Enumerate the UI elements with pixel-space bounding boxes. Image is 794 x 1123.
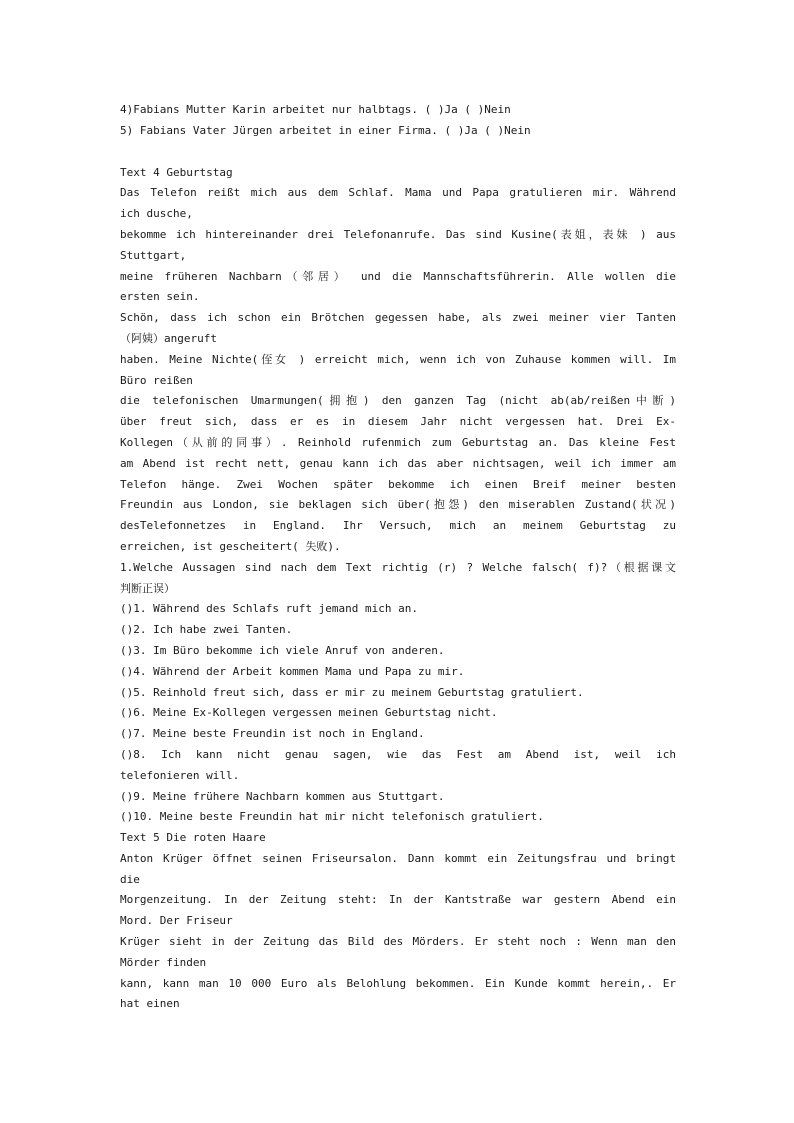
text-line: ()3. Im Büro bekomme ich viele Anruf von anderen. bbox=[120, 643, 445, 657]
text-line: am Abend ist recht nett, genau kann ich das aber nichtsagen, weil ich immer am bbox=[120, 456, 676, 470]
text-line: telefonieren will. bbox=[120, 768, 240, 782]
text-line: Stuttgart, bbox=[120, 248, 187, 262]
text-line: Telefon hänge. Zwei Wochen später bekomme ich einen Breif meiner besten bbox=[120, 477, 676, 491]
text-line: ()10. Meine beste Freundin hat mir nicht telefonisch gratuliert. bbox=[120, 810, 544, 824]
text-line: Schön, dass ich schon ein Brötchen gegessen habe, als zwei meiner vier Tanten bbox=[120, 311, 676, 325]
text-line: Anton Krüger öffnet seinen Friseursalon. Dann kommt ein Zeitungsfrau und bringt bbox=[120, 851, 676, 865]
text-line: haben. Meine Nichte(侄女 ) erreicht mich, wenn ich von Zuhause kommen will. Im bbox=[120, 352, 676, 366]
text-line: ()7. Meine beste Freundin ist noch in England. bbox=[120, 727, 425, 741]
text-line: Mörder finden bbox=[120, 955, 207, 969]
text-line: Text 4 Geburtstag bbox=[120, 165, 233, 179]
text-line: Büro reißen bbox=[120, 373, 193, 387]
text-line: ()9. Meine frühere Nachbarn kommen aus Stuttgart. bbox=[120, 789, 445, 803]
text-line: Das Telefon reißt mich aus dem Schlaf. Mama und Papa gratulieren mir. Während bbox=[120, 186, 676, 200]
text-line: Text 5 Die roten Haare bbox=[120, 831, 266, 845]
text-line: Kollegen（从前的同事）. Reinhold rufenmich zum Geburtstag an. Das kleine Fest bbox=[120, 435, 676, 449]
text-line: ich dusche, bbox=[120, 207, 193, 221]
text-line: erreichen, ist gescheitert( 失败). bbox=[120, 539, 341, 553]
text-line: 5) Fabians Vater Jürgen arbeitet in einer Firma. ( )Ja ( )Nein bbox=[120, 123, 531, 137]
text-line: 1.Welche Aussagen sind nach dem Text richtig (r) ? Welche falsch( f)?（根据课文 bbox=[120, 560, 676, 574]
text-line: ersten sein. bbox=[120, 290, 200, 304]
text-line: ()4. Während der Arbeit kommen Mama und Papa zu mir. bbox=[120, 664, 465, 678]
text-line: ()2. Ich habe zwei Tanten. bbox=[120, 623, 293, 637]
text-line: Mord. Der Friseur bbox=[120, 914, 233, 928]
text-line: ()1. Während des Schlafs ruft jemand mich an. bbox=[120, 602, 419, 616]
text-line: kann, kann man 10 000 Euro als Belohlung bekommen. Ein Kunde kommt herein,. Er bbox=[120, 976, 676, 990]
text-line: hat einen bbox=[120, 997, 180, 1011]
text-line: bekomme ich hintereinander drei Telefonanrufe. Das sind Kusine(表姐，表妹 ) aus bbox=[120, 227, 676, 241]
text-line: Krüger sieht in der Zeitung das Bild des Mörders. Er steht noch : Wenn man den bbox=[120, 935, 676, 949]
text-line: meine früheren Nachbarn（邻居） und die Mannschaftsführerin. Alle wollen die bbox=[120, 269, 676, 283]
text-line: Morgenzeitung. In der Zeitung steht: In der Kantstraße war gestern Abend ein bbox=[120, 893, 676, 907]
text-line: die bbox=[120, 872, 140, 886]
text-line: Freundin aus London, sie beklagen sich über(抱怨) den miserablen Zustand(状况) bbox=[120, 498, 676, 512]
text-line: die telefonischen Umarmungen(拥抱) den ganzen Tag (nicht ab(ab/reißen中断) bbox=[120, 394, 676, 408]
text-line: 4)Fabians Mutter Karin arbeitet nur halbtags. ( )Ja ( )Nein bbox=[120, 103, 511, 116]
text-line: ()5. Reinhold freut sich, dass er mir zu meinem Geburtstag gratuliert. bbox=[120, 685, 584, 699]
text-line: ()6. Meine Ex-Kollegen vergessen meinen Geburtstag nicht. bbox=[120, 706, 498, 720]
text-line: （阿姨）angeruft bbox=[120, 331, 217, 345]
text-line: 判断正误） bbox=[120, 581, 175, 595]
text-line: ()8. Ich kann nicht genau sagen, wie das Fest am Abend ist, weil ich bbox=[120, 747, 676, 761]
text-line: über freut sich, dass er es in diesem Jahr nicht vergessen hat. Drei Ex- bbox=[120, 415, 676, 429]
blank-line bbox=[120, 142, 676, 163]
text-line: desTelefonnetzes in England. Ihr Versuch, mich an meinem Geburtstag zu bbox=[120, 519, 676, 533]
